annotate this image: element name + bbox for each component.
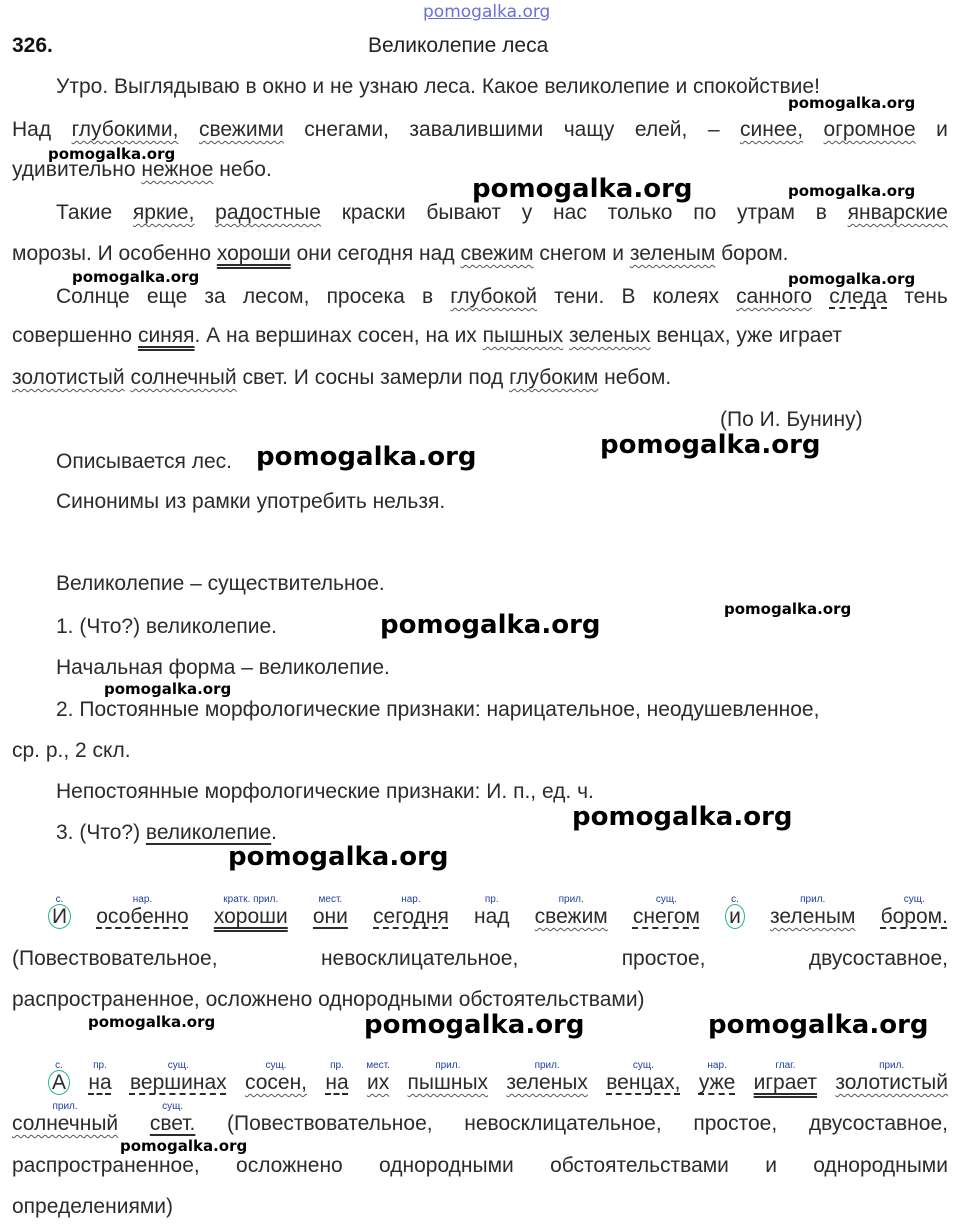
pos-label: прил. bbox=[52, 1101, 78, 1112]
word: краски bbox=[341, 201, 406, 224]
watermark: pomogalka.org bbox=[708, 1010, 929, 1040]
word: – bbox=[707, 118, 720, 141]
parsed-word bbox=[48, 894, 71, 929]
watermark: pomogalka.org bbox=[600, 430, 821, 460]
parsed-word-text: невосклицательное, bbox=[464, 1112, 662, 1135]
parsed-word bbox=[770, 894, 856, 929]
word: глубокими, bbox=[71, 118, 179, 141]
parse-sentence-2 bbox=[12, 1060, 948, 1095]
pos-label: сущ. bbox=[167, 1060, 189, 1071]
watermark: pomogalka.org bbox=[788, 94, 916, 112]
watermark: pomogalka.org bbox=[72, 268, 200, 286]
word: у bbox=[521, 201, 533, 224]
word: простое, bbox=[621, 947, 706, 970]
word: тени. bbox=[554, 285, 605, 308]
parse-sentence-2-cont bbox=[12, 1101, 948, 1136]
parsed-word-text: и bbox=[725, 904, 745, 929]
word: лесом, bbox=[242, 285, 310, 308]
word: В bbox=[621, 285, 636, 308]
word: в bbox=[815, 201, 827, 224]
text-line-7: совершенно синяя. А на вершинах сосен, на их пышных зеленых венцах, уже играет bbox=[12, 324, 843, 347]
word: огромное bbox=[823, 118, 916, 141]
parsed-word bbox=[835, 1060, 948, 1095]
parsed-word bbox=[534, 894, 608, 929]
word: яркие, bbox=[132, 201, 195, 224]
text-line-5: морозы. И особенно хороши они сегодня над свежим снегом и зеленым бором. bbox=[12, 242, 789, 265]
exercise-title: Великолепие леса bbox=[368, 34, 549, 57]
parsed-word-text: простое, bbox=[693, 1112, 778, 1135]
word: еще bbox=[146, 285, 188, 308]
word: радостные bbox=[215, 201, 321, 224]
parsed-word-text: сосен, bbox=[244, 1071, 307, 1094]
pos-label: прил. bbox=[879, 1060, 905, 1071]
pos-label: прил. bbox=[558, 894, 584, 905]
text-line-2 bbox=[12, 118, 948, 142]
word: распространенное, bbox=[12, 1154, 200, 1177]
word: глубокой bbox=[450, 285, 537, 308]
pos-label: прил. bbox=[800, 894, 826, 905]
parsed-word bbox=[693, 1112, 777, 1136]
morph-heading: Великолепие – существительное. bbox=[56, 572, 385, 595]
parsed-word-text: они bbox=[312, 905, 348, 928]
text-line-8: золотистый солнечный свет. И сосны замерли под глубоким небом. bbox=[12, 366, 672, 389]
word: следа bbox=[829, 285, 888, 308]
word: Над bbox=[12, 118, 52, 141]
pos-label: глаг. bbox=[775, 1060, 796, 1071]
parsed-word bbox=[312, 894, 348, 929]
parsed-word bbox=[88, 1060, 112, 1095]
morph-q3: 3. (Что?) великолепие. bbox=[56, 821, 277, 844]
pos-label: сущ. bbox=[903, 894, 925, 905]
watermark: pomogalka.org bbox=[256, 442, 477, 472]
parsed-word-text: А bbox=[48, 1070, 70, 1095]
watermark: pomogalka.org bbox=[380, 610, 601, 640]
parsed-word-text: И bbox=[48, 904, 71, 929]
text-line-1: Утро. Выглядываю в окно и не узнаю леса. Какое великолепие и спокойствие! bbox=[56, 75, 820, 98]
parsed-word-text: играет bbox=[753, 1071, 818, 1094]
word: завалившими bbox=[409, 118, 544, 141]
parsed-word-text: над bbox=[473, 905, 510, 928]
word: однородными bbox=[813, 1154, 948, 1177]
morph-variable: Непостоянные морфологические признаки: И. п., ед. ч. bbox=[56, 780, 594, 803]
parsed-word bbox=[809, 1112, 948, 1136]
pos-label: с. bbox=[55, 894, 64, 905]
watermark: pomogalka.org bbox=[724, 600, 852, 618]
word: двусоставное, bbox=[808, 947, 948, 970]
morph-constant: 2. Постоянные морфологические признаки: нарицательное, неодушевленное, bbox=[56, 698, 820, 721]
pos-label: сущ. bbox=[655, 894, 677, 905]
pos-label: мест. bbox=[318, 894, 343, 905]
word: и bbox=[765, 1154, 777, 1177]
word: только bbox=[607, 201, 673, 224]
parsed-word bbox=[96, 894, 189, 929]
word: синее, bbox=[740, 118, 804, 141]
watermark: pomogalka.org bbox=[788, 182, 916, 200]
parsed-word bbox=[373, 894, 449, 929]
answer-synonyms: Синонимы из рамки употребить нельзя. bbox=[56, 490, 446, 513]
parse-2-description-cont: определениями) bbox=[12, 1195, 173, 1218]
parsed-word-text: снегом bbox=[632, 905, 700, 928]
pos-label: нар. bbox=[132, 894, 153, 905]
parsed-word-text: бором. bbox=[880, 905, 948, 928]
parsed-word bbox=[753, 1060, 818, 1095]
parsed-word-text: сегодня bbox=[373, 905, 449, 928]
text-line-6 bbox=[12, 285, 948, 309]
text-line-4 bbox=[12, 201, 948, 225]
word: бывают bbox=[426, 201, 502, 224]
parsed-word-text: на bbox=[88, 1071, 112, 1094]
word: обстоятельствами bbox=[550, 1154, 729, 1177]
word: снегами, bbox=[304, 118, 389, 141]
word: Солнце bbox=[56, 285, 130, 308]
author: (По И. Бунину) bbox=[720, 408, 863, 431]
word: осложнено bbox=[236, 1154, 343, 1177]
text-line-3: удивительно нежное небо. bbox=[12, 158, 272, 181]
word: колеях bbox=[652, 285, 720, 308]
parsed-word-text: венцах, bbox=[606, 1071, 681, 1094]
word: за bbox=[204, 285, 226, 308]
pos-label: пр. bbox=[484, 894, 499, 905]
parse-1-description-cont: распространенное, осложнено однородными обстоятельствами) bbox=[12, 988, 645, 1011]
word: Такие bbox=[56, 201, 113, 224]
parse-sentence-1 bbox=[12, 894, 948, 929]
pos-label: кратк. прил. bbox=[223, 894, 279, 905]
parsed-word bbox=[129, 1060, 227, 1095]
watermark: pomogalka.org bbox=[88, 1013, 216, 1031]
word: свежими bbox=[198, 118, 284, 141]
parsed-word bbox=[606, 1060, 681, 1095]
watermark: pomogalka.org bbox=[120, 1137, 248, 1155]
parsed-word bbox=[366, 1060, 390, 1095]
watermark: pomogalka.org bbox=[572, 802, 793, 832]
word: по bbox=[693, 201, 717, 224]
parsed-word-text: двусоставное, bbox=[808, 1112, 948, 1135]
word: елей, bbox=[634, 118, 688, 141]
pos-label: сущ. bbox=[632, 1060, 654, 1071]
parsed-word-text: зеленых bbox=[506, 1071, 588, 1094]
parsed-word bbox=[880, 894, 948, 929]
morph-initial-form: Начальная форма – великолепие. bbox=[56, 656, 390, 679]
parsed-word-text: на bbox=[325, 1071, 349, 1094]
parsed-word bbox=[506, 1060, 588, 1095]
pos-label: сущ. bbox=[265, 1060, 287, 1071]
pos-label: нар. bbox=[707, 1060, 727, 1071]
morph-q1: 1. (Что?) великолепие. bbox=[56, 615, 277, 638]
parsed-word-text: их bbox=[366, 1071, 390, 1094]
watermark: pomogalka.org bbox=[48, 145, 176, 163]
parsed-word bbox=[632, 894, 700, 929]
parsed-word bbox=[48, 1060, 70, 1095]
parse-2-description bbox=[12, 1154, 948, 1178]
pos-label: прил. bbox=[534, 1060, 560, 1071]
watermark: pomogalka.org bbox=[364, 1010, 585, 1040]
watermark: pomogalka.org bbox=[788, 270, 916, 288]
parsed-word-text: солнечный bbox=[12, 1112, 119, 1135]
pos-label: нар. bbox=[401, 894, 421, 905]
parsed-word-text: зеленым bbox=[770, 905, 856, 928]
parsed-word bbox=[698, 1060, 736, 1095]
pos-label: сущ. bbox=[162, 1101, 184, 1112]
parsed-word bbox=[464, 1112, 661, 1136]
pos-label: прил. bbox=[435, 1060, 461, 1071]
parsed-word-text: особенно bbox=[96, 905, 189, 928]
word: январские bbox=[847, 201, 948, 224]
parsed-word-text: золотистый bbox=[835, 1071, 948, 1094]
parsed-word bbox=[244, 1060, 307, 1095]
word: нас bbox=[553, 201, 587, 224]
parsed-word-text: уже bbox=[698, 1071, 736, 1094]
parsed-word bbox=[473, 894, 510, 929]
pos-label: с. bbox=[731, 894, 739, 905]
parsed-word-text: пышных bbox=[407, 1071, 489, 1094]
pos-label: с. bbox=[55, 1060, 63, 1071]
parsed-word bbox=[12, 1101, 119, 1136]
parsed-word bbox=[407, 1060, 489, 1095]
word: (Повествовательное, bbox=[12, 947, 218, 970]
parsed-word-text: свежим bbox=[534, 905, 608, 928]
word: санного bbox=[736, 285, 813, 308]
parsed-word-text: (Повествовательное, bbox=[227, 1112, 433, 1135]
word: в bbox=[421, 285, 434, 308]
watermark: pomogalka.org bbox=[472, 174, 693, 204]
parsed-word bbox=[149, 1101, 196, 1136]
parsed-word bbox=[227, 1112, 433, 1136]
word: просека bbox=[326, 285, 405, 308]
word: тень bbox=[904, 285, 948, 308]
word: и bbox=[936, 118, 948, 141]
parsed-word-text: свет. bbox=[149, 1112, 196, 1135]
answer-described: Описывается лес. bbox=[56, 450, 232, 473]
parsed-word-text: хороши bbox=[213, 905, 288, 928]
parsed-word-text: вершинах bbox=[129, 1071, 227, 1094]
watermark: pomogalka.org bbox=[228, 842, 449, 872]
pos-label: пр. bbox=[330, 1060, 344, 1071]
word: однородными bbox=[379, 1154, 514, 1177]
watermark-top[interactable]: pomogalka.org bbox=[423, 2, 551, 22]
word: невосклицательное, bbox=[320, 947, 519, 970]
watermark: pomogalka.org bbox=[104, 680, 232, 698]
parsed-word bbox=[213, 894, 288, 929]
exercise-number: 326. bbox=[12, 34, 53, 57]
pos-label: мест. bbox=[366, 1060, 390, 1071]
word: утрам bbox=[737, 201, 795, 224]
parsed-word bbox=[325, 1060, 349, 1095]
parsed-word bbox=[725, 894, 745, 929]
morph-constant-cont: ср. р., 2 скл. bbox=[12, 739, 131, 762]
word: чащу bbox=[563, 118, 615, 141]
pos-label: пр. bbox=[93, 1060, 107, 1071]
parse-1-description bbox=[12, 947, 948, 971]
